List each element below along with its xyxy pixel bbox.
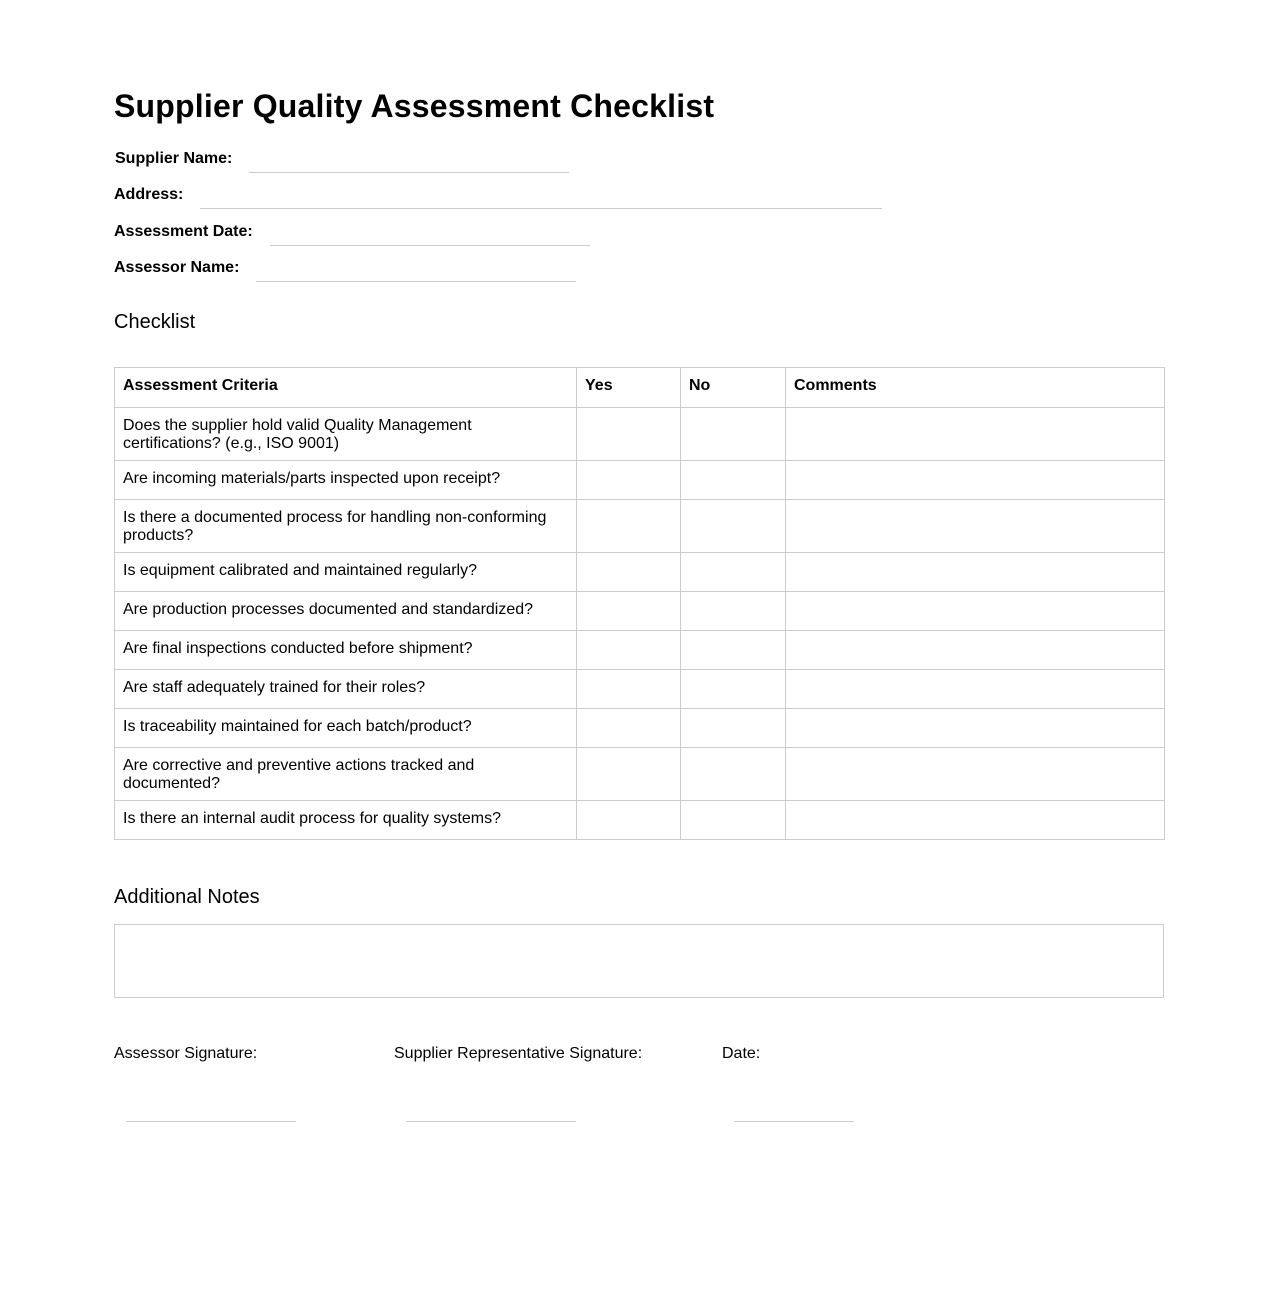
address-label: Address: bbox=[114, 186, 184, 203]
comments-cell[interactable] bbox=[786, 801, 1165, 840]
comments-cell[interactable] bbox=[786, 461, 1165, 500]
table-row bbox=[115, 592, 1165, 631]
supplier-representative-signature-label: Supplier Representative Signature: bbox=[394, 1045, 643, 1062]
table-row bbox=[115, 500, 1165, 553]
yes-cell[interactable] bbox=[577, 801, 681, 840]
yes-cell[interactable] bbox=[577, 461, 681, 500]
comments-cell[interactable] bbox=[786, 631, 1165, 670]
table-header-row bbox=[115, 368, 1165, 408]
assessor-signature-line[interactable] bbox=[126, 1121, 296, 1122]
yes-cell[interactable] bbox=[577, 631, 681, 670]
table-row bbox=[115, 553, 1165, 592]
table-row bbox=[115, 709, 1165, 748]
column-header-comments: Comments bbox=[786, 368, 1165, 408]
assessment-date-label: Assessment Date: bbox=[114, 223, 253, 240]
criteria-cell: Is equipment calibrated and maintained regularly? bbox=[115, 553, 577, 592]
criteria-cell: Are staff adequately trained for their roles? bbox=[115, 670, 577, 709]
supplier-name-label: Supplier Name: bbox=[115, 150, 233, 167]
address-field bbox=[114, 182, 882, 204]
page-title: Supplier Quality Assessment Checklist bbox=[114, 88, 715, 124]
no-cell[interactable] bbox=[681, 461, 786, 500]
criteria-cell: Is there a documented process for handling non-conforming products? bbox=[115, 500, 577, 553]
no-cell[interactable] bbox=[681, 631, 786, 670]
assessor-name-label: Assessor Name: bbox=[114, 259, 240, 276]
criteria-cell: Are final inspections conducted before shipment? bbox=[115, 631, 577, 670]
yes-cell[interactable] bbox=[577, 592, 681, 631]
yes-cell[interactable] bbox=[577, 408, 681, 461]
comments-cell[interactable] bbox=[786, 592, 1165, 631]
comments-cell[interactable] bbox=[786, 500, 1165, 553]
table-row bbox=[115, 408, 1165, 461]
column-header-criteria: Assessment Criteria bbox=[115, 368, 577, 408]
yes-cell[interactable] bbox=[577, 500, 681, 553]
assessment-date-input[interactable] bbox=[270, 245, 590, 246]
criteria-cell: Does the supplier hold valid Quality Management certifications? (e.g., ISO 9001) bbox=[115, 408, 577, 461]
table-row bbox=[115, 631, 1165, 670]
supplier-name-input[interactable] bbox=[249, 172, 569, 173]
table-row bbox=[115, 461, 1165, 500]
address-input[interactable] bbox=[200, 208, 882, 209]
no-cell[interactable] bbox=[681, 748, 786, 801]
column-header-no: No bbox=[681, 368, 786, 408]
assessor-name-field bbox=[114, 255, 576, 277]
yes-cell[interactable] bbox=[577, 709, 681, 748]
comments-cell[interactable] bbox=[786, 553, 1165, 592]
assessor-signature-label: Assessor Signature: bbox=[114, 1045, 258, 1062]
criteria-cell: Are corrective and preventive actions tracked and documented? bbox=[115, 748, 577, 801]
no-cell[interactable] bbox=[681, 801, 786, 840]
checklist-table bbox=[114, 367, 1165, 840]
additional-notes-heading: Additional Notes bbox=[114, 886, 260, 908]
no-cell[interactable] bbox=[681, 592, 786, 631]
supplier-name-field bbox=[114, 146, 569, 168]
comments-cell[interactable] bbox=[786, 670, 1165, 709]
comments-cell[interactable] bbox=[786, 748, 1165, 801]
no-cell[interactable] bbox=[681, 500, 786, 553]
table-row bbox=[115, 801, 1165, 840]
additional-notes-box[interactable] bbox=[114, 924, 1164, 998]
criteria-cell: Is there an internal audit process for quality systems? bbox=[115, 801, 577, 840]
comments-cell[interactable] bbox=[786, 709, 1165, 748]
criteria-cell: Are production processes documented and standardized? bbox=[115, 592, 577, 631]
assessor-name-input[interactable] bbox=[256, 281, 576, 282]
yes-cell[interactable] bbox=[577, 553, 681, 592]
supplier-representative-signature-line[interactable] bbox=[406, 1121, 576, 1122]
table-row bbox=[115, 670, 1165, 709]
criteria-cell: Is traceability maintained for each batch/product? bbox=[115, 709, 577, 748]
no-cell[interactable] bbox=[681, 408, 786, 461]
table-row bbox=[115, 748, 1165, 801]
no-cell[interactable] bbox=[681, 709, 786, 748]
yes-cell[interactable] bbox=[577, 748, 681, 801]
date-signature-line[interactable] bbox=[734, 1121, 854, 1122]
date-label: Date: bbox=[722, 1045, 761, 1062]
criteria-cell: Are incoming materials/parts inspected upon receipt? bbox=[115, 461, 577, 500]
comments-cell[interactable] bbox=[786, 408, 1165, 461]
no-cell[interactable] bbox=[681, 553, 786, 592]
no-cell[interactable] bbox=[681, 670, 786, 709]
yes-cell[interactable] bbox=[577, 670, 681, 709]
column-header-yes: Yes bbox=[577, 368, 681, 408]
checklist-heading: Checklist bbox=[114, 311, 196, 333]
assessment-date-field bbox=[114, 219, 590, 241]
